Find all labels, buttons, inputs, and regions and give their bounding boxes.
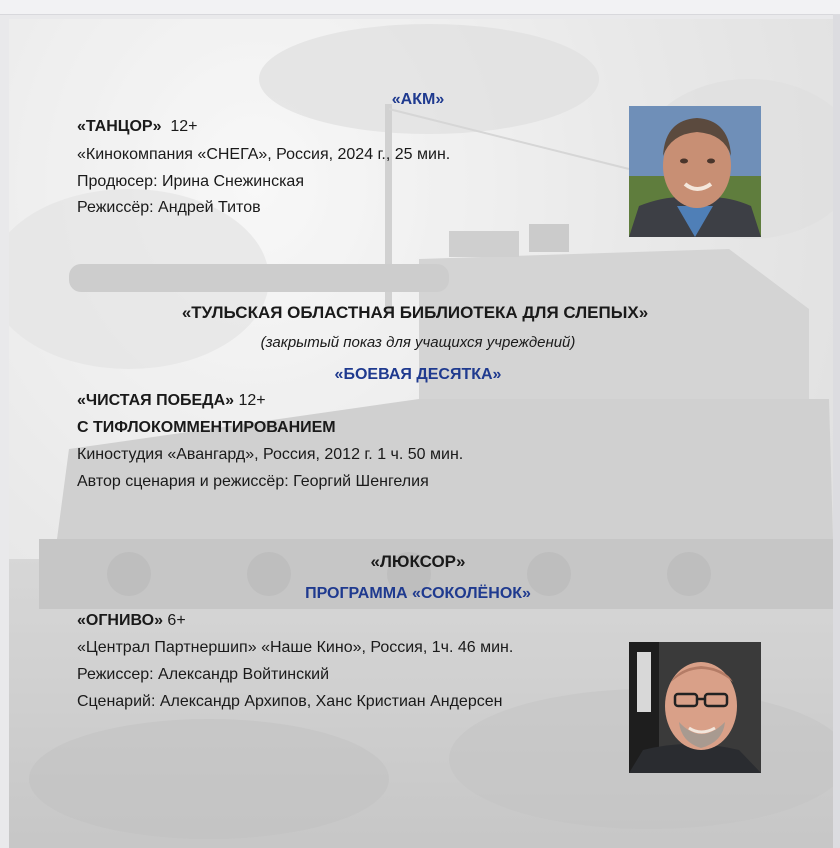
age-rating: 12+ [170, 118, 198, 135]
screenplay-line: Сценарий: Александр Архипов, Ханс Кристиан Андерсен [77, 693, 503, 710]
film-title: «ОГНИВО» [77, 612, 163, 629]
closed-screening-note: (закрытый показ для учащихся учреждений) [260, 334, 576, 351]
age-rating: 6+ [167, 612, 186, 629]
producer-line: Продюсер: Ирина Снежинская [77, 173, 304, 190]
director-portrait-photo [629, 642, 761, 773]
venue-library: «ТУЛЬСКАЯ ОБЛАСТНАЯ БИБЛИОТЕКА ДЛЯ СЛЕПЫХ» [181, 303, 649, 322]
poster-page [9, 19, 833, 848]
director-line: Режиссёр: Андрей Титов [77, 199, 261, 216]
film-title: «ЧИСТАЯ ПОБЕДА» [77, 392, 235, 409]
program-sokolenok: ПРОГРАММА «СОКОЛЁНОК» [305, 585, 531, 602]
venue-luxor: «ЛЮКСОР» [370, 552, 466, 571]
age-rating: 12+ [238, 392, 266, 409]
venue-akm: «АКМ» [391, 91, 445, 108]
director-portrait-photo [629, 106, 761, 237]
film-title: «ТАНЦОР» [77, 118, 162, 135]
film-info-line: «Централ Партнершип» «Наше Кино», Россия, 1ч. 46 мин. [77, 639, 514, 656]
director-line: Режиссер: Александр Войтинский [77, 666, 329, 683]
audio-description-label: С ТИФЛОКОММЕНТИРОВАНИЕМ [77, 419, 336, 436]
program-boevaya-desyatka: «БОЕВАЯ ДЕСЯТКА» [334, 366, 502, 383]
film-info-line: Киностудия «Авангард», Россия, 2012 г. 1 ч. 50 мин. [77, 446, 464, 463]
film-chistaya-pobeda-title-line [77, 391, 266, 411]
film-tantsor-title-line [77, 117, 198, 137]
film-info-line: «Кинокомпания «СНЕГА», Россия, 2024 г., 25 мин. [77, 146, 451, 163]
author-director-line: Автор сценария и режиссёр: Георгий Шенгелия [77, 473, 429, 490]
viewer-scroll-edge[interactable] [833, 14, 840, 848]
film-ognivo-title-line [77, 611, 186, 631]
viewer-top-bar [0, 0, 840, 15]
